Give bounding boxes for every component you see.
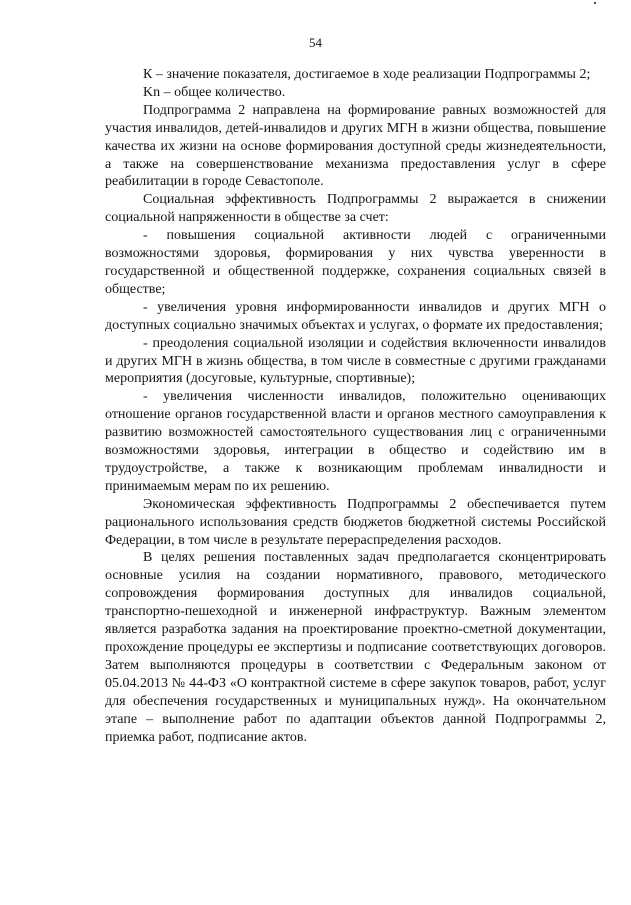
paragraph-subprogram-goal: Подпрограмма 2 направлена на формирование равных возможностей для участия инвалидов, детей-инвалидов и других МГН в жизни общества, повышение качества их жизни на основе формирования доступной среды жизнедеятельности, а также на совершенствование механизма предоставления услуг в сфере реабилитации в городе Севастополе. — [105, 102, 606, 190]
paragraph-kn-total: Kn – общее количество. — [143, 84, 286, 100]
paragraph-tasks-procedures: В целях решения поставленных задач предполагается сконцентрировать основные усилия на создании нормативного, правового, методического сопровождения формирования доступных для инвалидов социальной, транспортно-пешеходной и инженерной инфраструктур. Важным элементом является разработка задания на проектирование проектно-сметной документации, прохождение процедуры ее экспертизы и подписание соответствующих договоров. Затем выполняются процедуры в соответствии с Федеральным законом от 05.04.2013 № 44-ФЗ «О контрактной системе в сфере закупок товаров, работ, услуг для обеспечения государственных и муниципальных нужд». На окончательном этапе – выполнение работ по адаптации объектов данной Подпрограммы 2, приемка работ, подписание актов. — [105, 550, 606, 745]
document-body — [105, 66, 606, 746]
list-item-awareness: - увеличения уровня информированности инвалидов и других МГН о доступных социально значимых объектах и услугах, о формате их предоставления; — [105, 299, 606, 333]
paragraph-social-effect: Социальная эффективность Подпрограммы 2 выражается в снижении социальной напряженности в обществе за счет: — [105, 192, 606, 226]
paragraph-k-value: К – значение показателя, достигаемое в ходе реализации Подпрограммы 2; — [143, 67, 591, 82]
list-item-social-activity: - повышения социальной активности людей с ограниченными возможностями здоровья, формирования у них чувства уверенности в государственной и общественной поддержке, сохранения социальных связей в обществе; — [105, 228, 606, 297]
list-item-positive-assessment: - увеличения численности инвалидов, положительно оценивающих отношение органов государственной власти и органов местного самоуправления к развитию возможностей самостоятельного существования лиц с ограниченными возможностями здоровья, интеграции в общество и содействию им в трудоустройстве, а также к возникающим проблемам инвалидности и принимаемым мерам по их решению. — [105, 389, 606, 494]
paragraph-economic-effect: Экономическая эффективность Подпрограммы 2 обеспечивается путем рационального использования средств бюджетов бюджетной системы Российской Федерации, в том числе в результате перераспределения расходов. — [105, 496, 606, 548]
page-number: 54 — [309, 35, 322, 50]
list-item-isolation: - преодоления социальной изоляции и содействия включенности инвалидов и других МГН в жизнь общества, в том числе в совместные с другими гражданами мероприятия (досуговые, культурные, спортивные); — [105, 335, 606, 387]
scan-dot-mark — [594, 2, 596, 4]
